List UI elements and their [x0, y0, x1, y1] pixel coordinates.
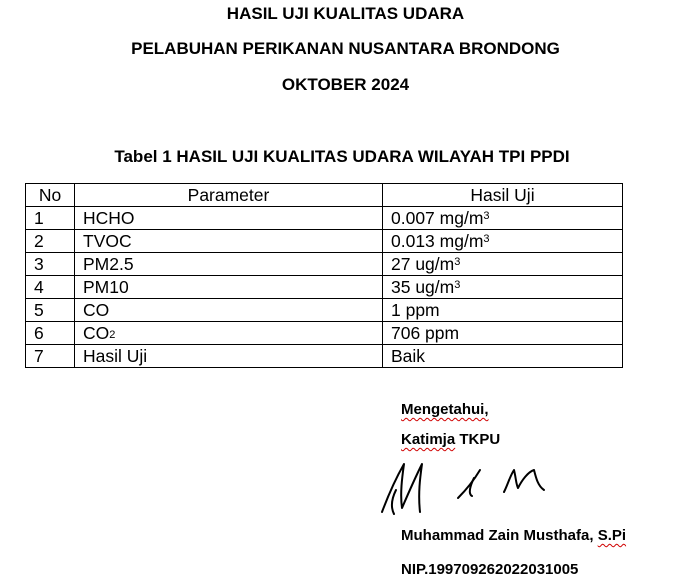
parameter-name: Hasil Uji: [83, 345, 148, 366]
table-row: [26, 230, 623, 253]
parameter-cell: [75, 207, 383, 230]
parameter-subscript: 2: [109, 328, 116, 341]
signer-name: [401, 527, 626, 545]
result-cell: [383, 253, 623, 276]
result-value: 706 ppm: [391, 322, 460, 343]
parameter-cell: [75, 345, 383, 368]
institution-name: PELABUHAN PERIKANAN NUSANTARA BRONDONG: [131, 39, 560, 58]
unit-superscript: 3: [454, 278, 461, 291]
table-row: [26, 345, 623, 368]
parameter-name: HCHO: [83, 207, 135, 228]
position-rest: TKPU: [455, 431, 501, 448]
handwritten-signature: [376, 456, 556, 518]
result-cell: [383, 276, 623, 299]
result-cell: [383, 322, 623, 345]
result-value: 0.007 mg/m: [391, 207, 484, 228]
parameter-cell: [75, 322, 383, 345]
result-value: 0.013 mg/m: [391, 230, 484, 251]
parameter-cell: [75, 230, 383, 253]
result-value: 1 ppm: [391, 299, 440, 320]
acknowledged-label: [401, 401, 489, 419]
table-row: [26, 276, 623, 299]
position-word: Katimja: [401, 431, 456, 448]
row-number: 5: [26, 299, 75, 322]
table-row: [26, 253, 623, 276]
row-number: 3: [26, 253, 75, 276]
result-value: 35 ug/m: [391, 276, 455, 297]
unit-superscript: 3: [483, 209, 490, 222]
row-number: 2: [26, 230, 75, 253]
result-value: Baik: [391, 345, 426, 366]
table-header-row: [26, 184, 623, 207]
unit-superscript: 3: [454, 255, 461, 268]
parameter-name: PM10: [83, 276, 129, 297]
table-title: Tabel 1 HASIL UJI KUALITAS UDARA WILAYAH TPI PPDI: [114, 147, 570, 166]
parameter-cell: [75, 299, 383, 322]
parameter-name: PM2.5: [83, 253, 134, 274]
parameter-cell: [75, 276, 383, 299]
parameter-name: CO: [83, 322, 110, 343]
table-row: [26, 299, 623, 322]
column-header-result: Hasil Uji: [383, 184, 623, 207]
report-period: OKTOBER 2024: [281, 75, 410, 94]
document-title: HASIL UJI KUALITAS UDARA: [226, 4, 465, 23]
result-cell: [383, 345, 623, 368]
parameter-cell: [75, 253, 383, 276]
air-quality-table: [25, 183, 623, 368]
parameter-name: TVOC: [83, 230, 132, 251]
signer-name-main: Muhammad Zain Musthafa,: [401, 527, 598, 544]
signer-nip: NIP.199709262022031005: [401, 561, 579, 578]
result-cell: [383, 230, 623, 253]
result-cell: [383, 207, 623, 230]
acknowledged-text: Mengetahui,: [401, 401, 489, 418]
parameter-name: CO: [83, 299, 110, 320]
result-cell: [383, 299, 623, 322]
signer-degree: S.Pi: [597, 527, 627, 544]
row-number: 1: [26, 207, 75, 230]
row-number: 7: [26, 345, 75, 368]
row-number: 4: [26, 276, 75, 299]
row-number: 6: [26, 322, 75, 345]
unit-superscript: 3: [483, 232, 490, 245]
column-header-no: No: [26, 184, 75, 207]
table-row: [26, 322, 623, 345]
table-row: [26, 207, 623, 230]
result-value: 27 ug/m: [391, 253, 455, 274]
column-header-parameter: Parameter: [75, 184, 383, 207]
signer-position: [401, 431, 500, 449]
